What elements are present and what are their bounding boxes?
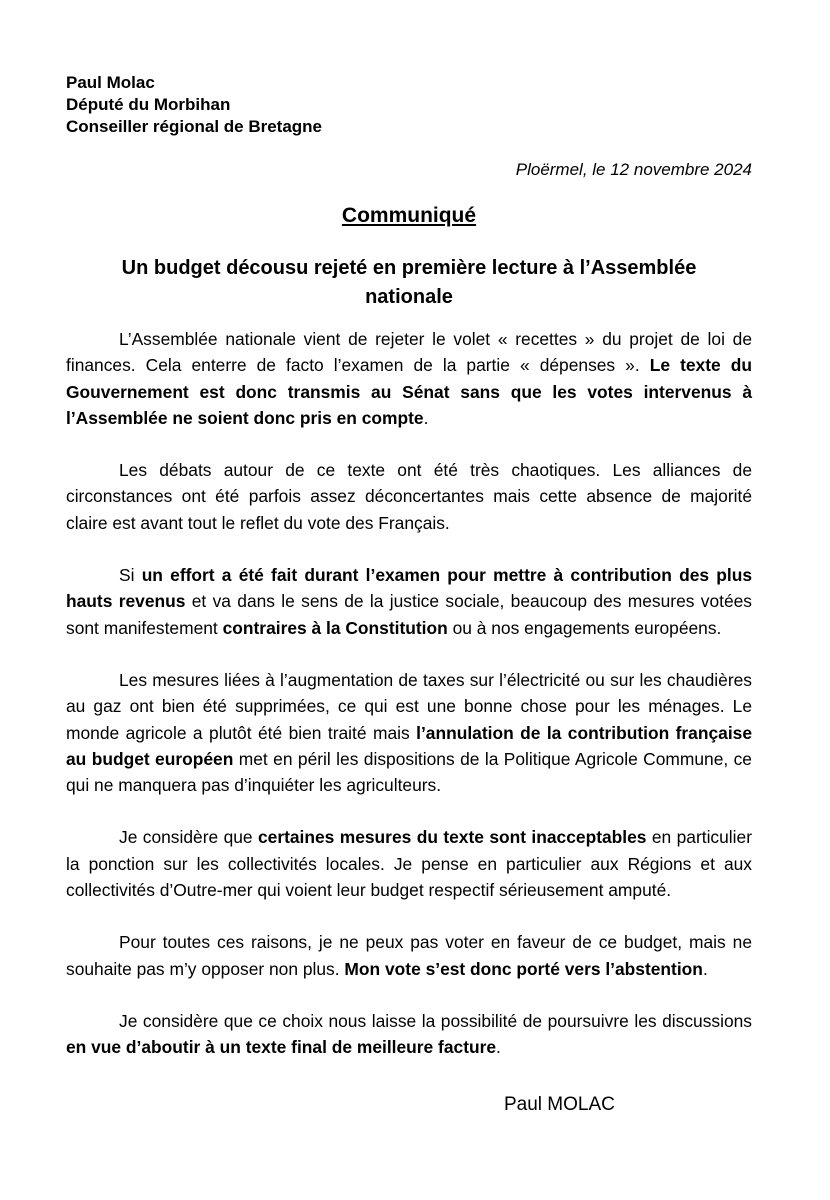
paragraph-3-text-3: ou à nos engagements européens. — [447, 617, 722, 638]
paragraph-3 — [66, 562, 752, 641]
paragraph-5-text-2: en particulier la ponction sur les collectivités locales. Je pense en particulier aux Régions et aux collectivités d’Outre-mer qui voient leur budget respectif sérieusement amputé. — [66, 827, 752, 901]
paragraph-6-text-1: Pour toutes ces raisons, je ne peux pas voter en faveur de ce budget, mais ne souhaite pas m’y opposer non plus. — [66, 932, 752, 979]
paragraph-1-bold-1: Le texte du Gouvernement est donc transmis au Sénat sans que les votes intervenus à l’Assemblée ne soient donc pris en compte — [66, 355, 752, 428]
paragraph-7-text-1: Je considère que ce choix nous laisse la possibilité de poursuivre les discussions — [119, 1010, 752, 1031]
paragraph-7-text-2: . — [496, 1037, 501, 1058]
paragraph-3-bold-1: un effort a été fait durant l’examen pour mettre à contribution des plus hauts revenus — [66, 565, 752, 612]
sender-role-regional: Conseiller régional de Bretagne — [66, 117, 323, 136]
place-and-date: Ploërmel, le 12 novembre 2024 — [515, 160, 752, 179]
sender-name: Paul Molac — [66, 73, 155, 92]
paragraph-1-text-1: L’Assemblée nationale vient de rejeter le volet « recettes » du projet de loi de finances. Cela enterre de facto l’examen de la partie « dépenses ». — [66, 329, 752, 376]
signature: Paul MOLAC — [504, 1094, 615, 1115]
paragraph-6 — [66, 929, 752, 982]
paragraph-3-text-1: Si — [119, 565, 142, 586]
paragraph-2-text-1: Les débats autour de ce texte ont été très chaotiques. Les alliances de circonstances ont été parfois assez déconcertantes mais cette absence de majorité claire est avant tout le reflet du vote des Français. — [66, 460, 752, 533]
paragraph-2 — [66, 457, 752, 536]
paragraph-6-text-2: . — [702, 958, 708, 979]
paragraph-5-bold-1: certaines mesures du texte sont inacceptables — [257, 827, 647, 848]
document-title: Communiqué — [341, 204, 477, 227]
paragraph-4-text-1: Les mesures liées à l’augmentation de taxes sur l’électricité ou sur les chaudières au gaz ont bien été supprimées, ce qui est une bonne chose pour les ménages. Le monde agricole a plutôt été bien traité mais — [66, 669, 752, 743]
sender-role-deputy: Député du Morbihan — [66, 95, 231, 114]
paragraph-4-text-2: met en péril les dispositions de la Politique Agricole Commune, ce qui ne manquera pas d’inquiéter les agriculteurs. — [66, 748, 752, 796]
paragraph-3-text-2: et va dans le sens de la justice sociale, beaucoup des mesures votées sont manifestement — [66, 591, 752, 638]
paragraph-5 — [66, 824, 752, 903]
paragraph-5-text-1: Je considère que — [119, 827, 258, 848]
paragraph-7 — [66, 1008, 752, 1061]
sender-block — [66, 72, 322, 138]
body-text — [66, 326, 752, 1087]
paragraph-1-text-2: . — [423, 407, 429, 428]
paragraph-4-bold-1: l’annulation de la contribution française au budget européen — [66, 722, 752, 769]
paragraph-7-bold-1: en vue d’aboutir à un texte final de meilleure facture — [66, 1037, 497, 1058]
paragraph-6-bold-1: Mon vote s’est donc porté vers l’abstention — [344, 958, 703, 979]
paragraph-4 — [66, 667, 752, 798]
paragraph-1 — [66, 326, 752, 431]
document-subtitle: Un budget décousu rejeté en première lecture à l’Assemblée nationale — [121, 257, 697, 308]
paragraph-3-bold-2: contraires à la Constitution — [222, 617, 448, 638]
